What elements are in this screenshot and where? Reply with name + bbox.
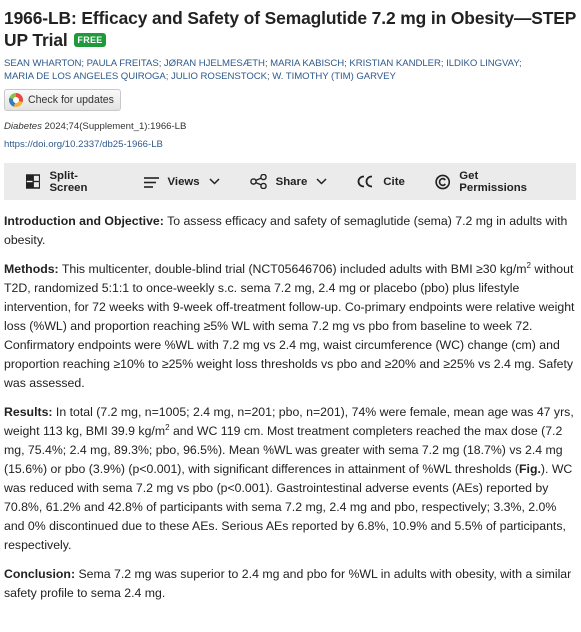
check-for-updates-label: Check for updates [28,94,114,106]
chevron-down-icon [316,178,327,185]
author-link[interactable]: PAULA FREITAS [86,58,159,69]
author-link[interactable]: JØRAN HJELMESÆTH [163,58,265,69]
author-separator: ; [344,58,350,69]
author-separator: ; [519,58,522,69]
author-link[interactable]: KRISTIAN KANDLER [349,58,441,69]
share-dropdown[interactable] [250,174,328,189]
crossmark-icon [9,93,23,107]
get-permissions-label: Get Permissions [459,169,528,194]
get-permissions-button[interactable] [435,170,546,194]
share-label: Share [275,175,308,188]
author-separator: ; [267,71,273,82]
abstract-results-paragraph [4,403,576,555]
hamburger-icon [144,176,159,188]
intro-text: To assess efficacy and safety of semaglutide (sema) 7.2 mg in adults with obesity. [4,214,568,247]
author-separator: ; [440,58,447,69]
results-text: In total (7.2 mg, n=1005; 2.4 mg, n=201; pbo, n=201), 74% were female, mean age was 47 yrs, weight 113 kg, BMI 39.9 kg/m [4,405,574,438]
author-list [4,57,576,83]
superscript: 2 [165,422,170,432]
abstract-body [4,212,576,603]
share-nodes-icon [250,174,267,189]
citation-line [4,121,576,133]
author-separator: ; [158,58,164,69]
abstract-intro-paragraph [4,212,576,250]
author-link[interactable]: MARIA DE LOS ANGELES QUIROGA [4,71,166,82]
conclusion-heading: Conclusion: [4,567,76,581]
article-title [4,7,576,51]
abstract-methods-paragraph [4,260,576,393]
article-title-text: 1966-LB: Efficacy and Safety of Semaglutide 7.2 mg in Obesity—STEP UP Trial [4,8,576,50]
article-toolbar [4,163,576,200]
results-heading: Results: [4,405,53,419]
views-label: Views [167,175,200,188]
check-for-updates-button[interactable] [4,89,121,111]
cite-label: Cite [383,175,405,188]
methods-text: This multicenter, double-blind trial (NCT05646706) included adults with BMI ≥30 kg/m [58,262,527,276]
author-separator: ; [264,58,271,69]
copyright-icon [435,174,450,190]
methods-text: without T2D, randomized 5:1:1 to once-weekly s.c. sema 7.2 mg, 2.4 mg or placebo (pbo) plus lifestyle intervention, for 72 weeks with 9-week off-treatment follow-up. Co-primary endpoints were relative weight loss (%WL) and proportion reaching ≥5% WL with sema 7.2 mg vs pbo from baseline to week 72. Confirmatory endpoints were %WL with 7.2 mg vs 2.4 mg, waist circumference (WC) change (cm) and proportion reaching ≥10% to ≥25% weight loss thresholds vs pbo and ≥20% and ≥25% vs 2.4 mg. Safety was assessed. [4,262,575,390]
article-page [0,7,581,603]
intro-heading: Introduction and Objective: [4,214,164,228]
results-text: ). WC was reduced with sema 7.2 mg vs pbo (p<0.001). Gastrointestinal adverse events (AEs) reported by 70.8%, 61.2% and 42.8% of participants with sema 7.2 mg, 2.4 mg and pbo, respectively; 3.3%, 2.0% and 0% discontinued due to these AEs. Serious AEs reported by 6.8%, 10.9% and 5.5% of participants, respectively. [4,462,573,552]
figure-reference: Fig. [519,462,541,476]
author-separator: ; [81,58,87,69]
chevron-down-icon [209,178,220,185]
split-screen-label: Split-Screen [49,169,88,194]
superscript: 2 [526,260,531,270]
author-separator: ; [165,71,171,82]
doi-link[interactable]: https://doi.org/10.2337/db25-1966-LB [4,139,163,150]
conclusion-text: Sema 7.2 mg was superior to 2.4 mg and pbo for %WL in adults with obesity, with a similar safety profile to sema 2.4 mg. [4,567,572,600]
cite-button[interactable] [357,175,405,188]
free-access-badge: FREE [74,33,105,47]
author-link[interactable]: JULIO ROSENSTOCK [170,71,268,82]
journal-name: Diabetes [4,121,42,132]
results-text: and WC 119 cm. Most treatment completers reached the max dose (7.2 mg, 75.4%; 2.4 mg, 89.3%; pbo, 96.5%). Mean %WL was greater with sema 7.2 mg (18.7%) vs 2.4 mg (15.6%) or pbo (3.9%) (p<0.001), with significant differences in attainment of %WL thresholds ( [4,424,563,476]
quote-icon [357,175,374,188]
author-link[interactable]: MARIA KABISCH [270,58,345,69]
split-screen-button[interactable] [26,170,114,194]
views-dropdown[interactable] [144,176,220,188]
abstract-conclusion-paragraph [4,565,576,603]
citation-details: 2024;74(Supplement_1):1966-LB [41,121,187,132]
author-link[interactable]: ILDIKO LINGVAY [446,58,520,69]
split-screen-icon [26,174,40,189]
author-link[interactable]: W. TIMOTHY (TIM) GARVEY [272,71,396,82]
methods-heading: Methods: [4,262,59,276]
author-link[interactable]: SEAN WHARTON [4,58,82,69]
